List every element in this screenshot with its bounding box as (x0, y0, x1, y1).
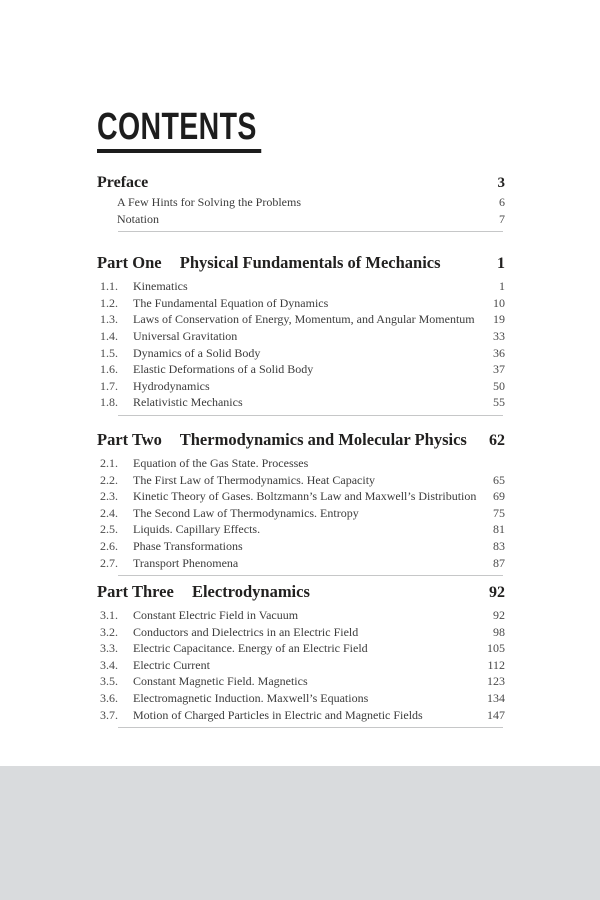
section-heading (97, 252, 505, 275)
page-title: CONTENTS (97, 108, 261, 153)
toc-entry-label: Laws of Conservation of Energy, Momentum, and Angular Momentum (133, 312, 475, 327)
toc-entry (97, 707, 505, 724)
toc-entry-page: 50 (493, 378, 505, 393)
toc-entry (97, 211, 505, 228)
toc-entry-number: 1.3. (100, 312, 118, 327)
toc-entry-page: 75 (493, 505, 505, 520)
toc-entry (97, 673, 505, 690)
toc-entry-page: 10 (493, 295, 505, 310)
toc-entry-label: The Second Law of Thermodynamics. Entropy (133, 505, 359, 520)
section-part-label: Preface (97, 174, 149, 191)
toc-entry (97, 657, 505, 674)
section-heading-text (97, 581, 310, 603)
toc-entry-page: 65 (493, 472, 505, 487)
toc-entry-number: 1.4. (100, 328, 118, 343)
section-page-number: 3 (497, 175, 505, 191)
toc-entry-page: 147 (487, 707, 505, 722)
toc-entry-number: 2.6. (100, 538, 118, 553)
toc-entry (97, 607, 505, 624)
toc-entry-label: Liquids. Capillary Effects. (133, 522, 261, 537)
toc-entry (97, 455, 505, 472)
toc-entry-number: 1.6. (100, 362, 118, 377)
toc-section-0 (97, 173, 505, 232)
toc-entry-label: The Fundamental Equation of Dynamics (133, 295, 329, 310)
toc-entry-page: 37 (493, 362, 505, 377)
toc-sections (97, 173, 505, 728)
toc-entry-label: Conductors and Dielectrics in an Electric Field (133, 624, 359, 639)
section-part-label: Part One (97, 253, 162, 273)
toc-entry-number: 1.5. (100, 345, 118, 360)
toc-entry-label: Kinematics (133, 279, 188, 294)
page-bottom-gray-band (0, 766, 600, 900)
toc-entry (97, 555, 505, 572)
section-part-title: Thermodynamics and Molecular Physics (179, 429, 467, 449)
toc-entry-number: 3.5. (100, 674, 118, 689)
toc-entry-page: 87 (493, 555, 505, 570)
toc-section-2 (97, 429, 505, 576)
section-page-number: 1 (497, 255, 505, 273)
toc-entry-label: A Few Hints for Solving the Problems (117, 195, 302, 209)
toc-entry (97, 345, 505, 362)
toc-entry (97, 378, 505, 395)
toc-entry-number: 3.7. (100, 707, 118, 722)
toc-section-3 (97, 581, 505, 728)
toc-entry-label: Electromagnetic Induction. Maxwell’s Equations (133, 691, 369, 706)
toc-entry-page: 36 (493, 345, 505, 360)
toc-entry-label: Dynamics of a Solid Body (133, 345, 261, 360)
toc-entry-page: 83 (493, 538, 505, 553)
toc-entry-page: 81 (493, 522, 505, 537)
section-divider-rule (118, 231, 503, 232)
toc-entry-label: Elastic Deformations of a Solid Body (133, 362, 314, 377)
section-page-number: 92 (489, 584, 505, 602)
toc-entry-number: 2.4. (100, 505, 118, 520)
toc-entry-label: Hydrodynamics (133, 378, 210, 393)
toc-entry-number: 3.1. (100, 608, 118, 623)
toc-entry-page: 19 (493, 312, 505, 327)
toc-entry-label: Motion of Charged Particles in Electric and Magnetic Fields (133, 707, 423, 722)
toc-entry (97, 488, 505, 505)
section-heading (97, 429, 505, 452)
toc-entry (97, 472, 505, 489)
section-part-label: Part Three (97, 582, 174, 602)
section-heading (97, 173, 505, 193)
toc-entry-number: 3.3. (100, 641, 118, 656)
toc-entry-label: Universal Gravitation (133, 328, 238, 343)
section-part-title: Physical Fundamentals of Mechanics (179, 253, 441, 273)
section-heading-text (97, 173, 162, 192)
toc-entry-number: 2.3. (100, 489, 118, 504)
toc-entry (97, 640, 505, 657)
section-entries (97, 194, 505, 227)
toc-entry-number: 3.6. (100, 691, 118, 706)
toc-entry-label: Notation (117, 211, 159, 226)
section-part-label: Part Two (97, 429, 162, 449)
section-heading-text (97, 252, 441, 274)
toc-entry-number: 1.8. (100, 395, 118, 410)
table-of-contents (97, 0, 505, 728)
section-entries (97, 278, 505, 411)
toc-entry-label: Electric Capacitance. Energy of an Electric Field (133, 641, 368, 656)
toc-entry-label: The First Law of Thermodynamics. Heat Capacity (133, 472, 376, 487)
toc-entry-label: Kinetic Theory of Gases. Boltzmann’s Law and Maxwell’s Distribution (133, 489, 477, 504)
toc-entry-label: Constant Electric Field in Vacuum (133, 608, 299, 623)
section-heading-text (97, 429, 467, 451)
section-page-number: 62 (489, 431, 505, 449)
toc-entry-page: 123 (487, 674, 505, 689)
toc-entry-page: 1 (499, 279, 505, 294)
toc-entry (97, 521, 505, 538)
section-divider-rule (118, 415, 503, 416)
toc-entry-number: 3.2. (100, 624, 118, 639)
section-divider-rule (118, 727, 503, 728)
toc-entry (97, 278, 505, 295)
toc-entry-page: 6 (499, 195, 505, 209)
toc-entry (97, 538, 505, 555)
toc-entry (97, 194, 505, 211)
toc-entry-number: 1.7. (100, 378, 118, 393)
toc-entry-page: 112 (487, 657, 505, 672)
toc-entry-label: Electric Current (133, 657, 210, 672)
section-entries (97, 607, 505, 723)
toc-entry-page: 134 (487, 691, 505, 706)
section-part-title: Electrodynamics (191, 582, 310, 602)
toc-entry-number: 2.2. (100, 472, 118, 487)
toc-entry-page: 98 (493, 624, 505, 639)
toc-entry (97, 690, 505, 707)
toc-entry-page: 69 (493, 489, 505, 504)
toc-entry-page: 55 (493, 395, 505, 410)
toc-entry (97, 328, 505, 345)
toc-entry-number: 1.2. (100, 295, 118, 310)
section-divider-rule (118, 575, 503, 576)
section-entries (97, 455, 505, 571)
toc-entry-number: 1.1. (100, 279, 118, 294)
toc-entry-number: 2.5. (100, 522, 118, 537)
toc-entry (97, 505, 505, 522)
toc-entry (97, 311, 505, 328)
toc-entry-page: 33 (493, 328, 505, 343)
section-heading (97, 581, 505, 604)
toc-entry-page: 7 (499, 211, 505, 226)
toc-entry-label: Phase Transformations (133, 538, 243, 553)
toc-entry-number: 3.4. (100, 657, 118, 672)
toc-entry-page: 92 (493, 608, 505, 623)
toc-entry-label: Relativistic Mechanics (133, 395, 243, 410)
toc-entry-label: Equation of the Gas State. Processes (133, 455, 309, 470)
toc-entry-number: 2.7. (100, 555, 118, 570)
toc-entry (97, 361, 505, 378)
toc-section-1 (97, 252, 505, 416)
toc-entry (97, 394, 505, 411)
toc-entry-page: 105 (487, 641, 505, 656)
toc-entry-number: 2.1. (100, 455, 118, 470)
toc-entry-label: Constant Magnetic Field. Magnetics (133, 674, 308, 689)
toc-entry (97, 295, 505, 312)
toc-entry-label: Transport Phenomena (133, 555, 239, 570)
toc-entry (97, 624, 505, 641)
